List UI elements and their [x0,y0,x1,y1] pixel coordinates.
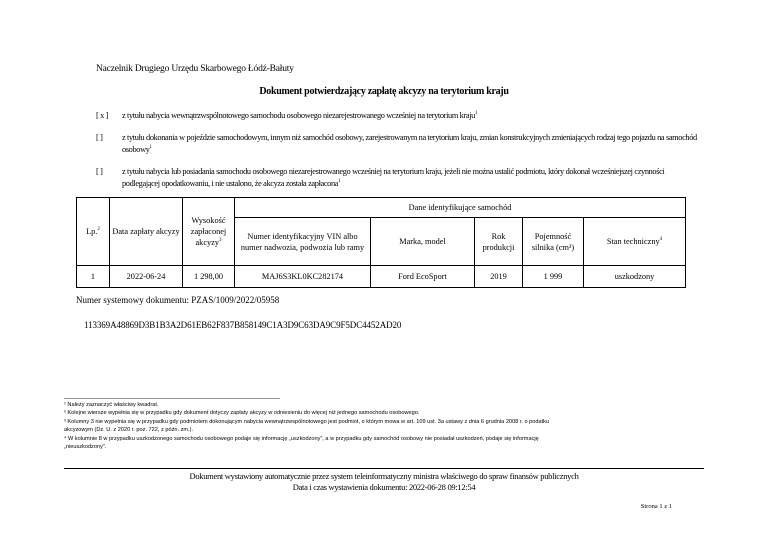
footnote-divider [64,398,280,399]
header-engine: Pojemność silnika (cm³) [523,218,584,266]
cell-engine: 1 999 [523,266,584,288]
header-payment-date: Data zapłaty akcyzy [110,198,183,266]
header-lp: Lp.$^2$ [77,198,110,266]
header-year: Rok produkcji [475,218,523,266]
footer-issued-by: Dokument wystawiony automatycznie przez system teleinformatyczny ministra właściwego do spraw finansów publicznych [189,471,579,481]
cell-condition: uszkodzony [584,266,686,288]
footnote-3-cont: akcyzowym (Dz. U. z 2020 r. poz. 722, z późn. zm.). [64,427,194,433]
footnote-3: ³ Kolumny 3 nie wypełnia się w przypadku gdy podmiotem dokonującym nabycia wewnątrzwspólnotowego jest podmiot, o którym mowa w art. 109 ust. 3a ustawy z dnia 6 grudnia 2008 r. o podatku [64,419,550,425]
tax-office-name: Naczelnik Drugiego Urzędu Skarbowego Łódź-Bałuty [96,64,294,74]
footnote-1: ¹ Należy zaznaczyć właściwy kwadrat. [64,402,159,408]
document-hash: 113369A48869D3B1B3A2D61EB62F837B858149C1A3D9C63DA9C9F5DC4452AD20 [84,320,402,330]
vehicle-table [76,197,686,288]
footer-divider [64,468,704,469]
footnote-2: ² Kolejne wiersze wypełnia się w przypadku gdy dokument dotyczy zapłaty akcyzy w odniesieniu do więcej niż jednego samochodu osobowego. [64,410,420,416]
header-amount: Wysokość zapłaconej akcyzy$^3$ [183,198,235,266]
header-vehicle-data: Dane identyfikujące samochód [235,198,686,218]
option-text: z tytułu nabycia wewnątrzwspólnotowego samochodu osobowego niezarejestrowanego wcześniej na terytorium kraju$^1$ [122,111,478,120]
footer-issue-datetime: Data i czas wystawienia dokumentu: 2022-06-28 09:12:54 [292,482,476,492]
checkbox-empty: [ ] [96,133,103,142]
cell-year: 2019 [475,266,523,288]
footnote-4-cont: „nieuszkodzony”. [64,444,107,450]
option-text: z tytułu nabycia lub posiadania samochodu osobowego niezarejestrowanego wcześniej na terytorium kraju, jeżeli nie można ustalić podmiotu, który dokonał wcześniejszej czynności podlegającej opodatkowaniu, i nie ustalono, że akcyza została zapłacona$^1$ [122,167,665,188]
footnote-4: ⁴ W kolumnie 8 w przypadku uszkodzonego samochodu osobowego podaje się informację „uszkodzony”, a w przypadku gdy samochód osobowy nie posiadał uszkodzeń, podaje się informację [64,436,539,442]
cell-date: 2022-06-24 [110,266,183,288]
header-condition: Stan techniczny$^4$ [584,218,686,266]
header-make-model: Marka, model [371,218,475,266]
table-row [77,266,686,288]
page-number: Strona 1 z 1 [640,503,672,510]
cell-make-model: Ford EcoSport [371,266,475,288]
cell-amount: 1 298,00 [183,266,235,288]
option-text: z tytułu dokonania w pojeździe samochodowym, innym niż samochód osobowy, zarejestrowanym na terytorium kraju, zmian konstrukcyjnych zmieniających rodzaj tego pojazdu na samochód osobowy$^1$ [122,133,697,154]
header-vin: Numer identyfikacyjny VIN albo numer nadwozia, podwozia lub ramy [235,218,371,266]
document-title: Dokument potwierdzający zapłatę akcyzy na terytorium kraju [259,86,509,97]
checkbox-marked: [ x ] [96,111,109,120]
cell-lp: 1 [77,266,110,288]
cell-vin: MAJ6S3KL0KC282174 [235,266,371,288]
checkbox-empty: [ ] [96,167,103,176]
system-number: Numer systemowy dokumentu: PZAS/1009/2022/05958 [76,295,280,305]
